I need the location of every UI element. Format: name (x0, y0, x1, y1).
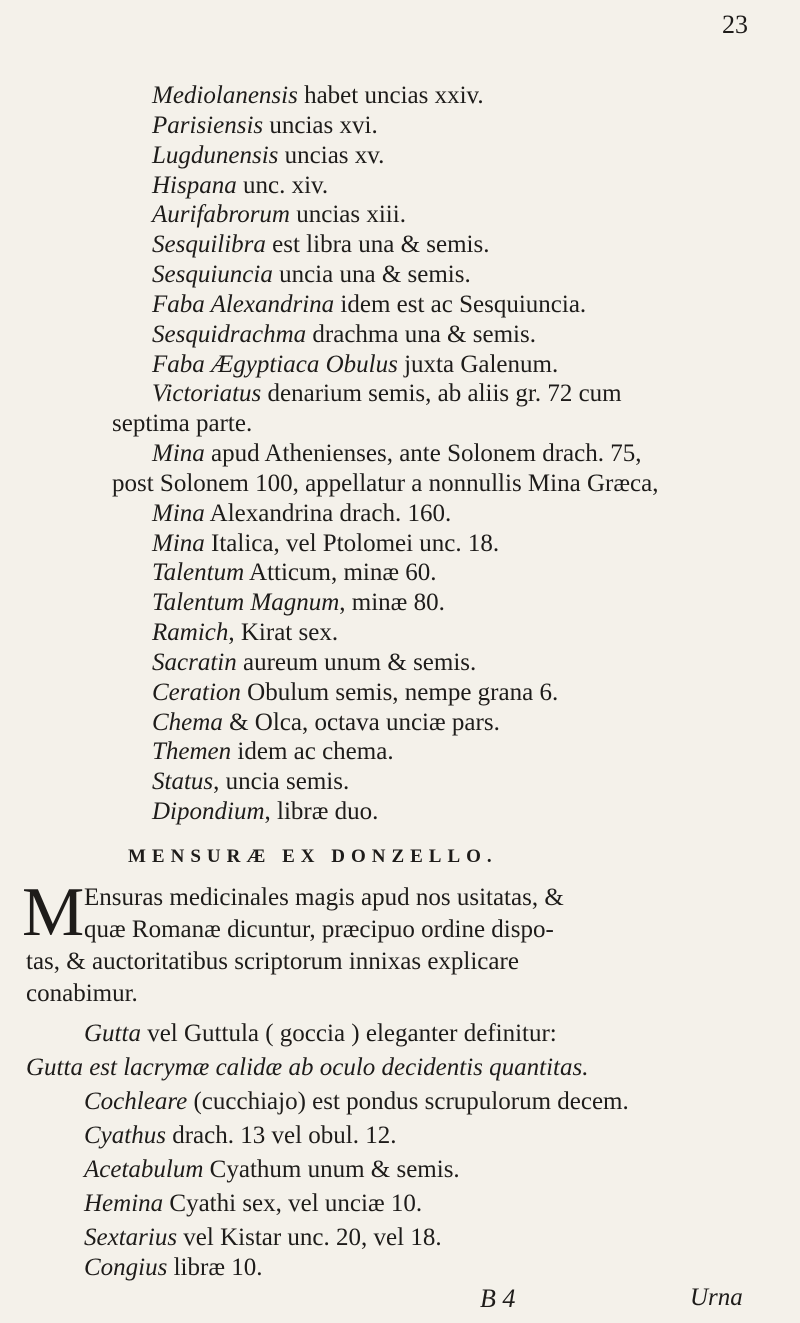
text-line: Cyathus drach. 13 vel obul. 12. (84, 1122, 397, 1149)
text-line: Victoriatus denarium semis, ab aliis gr. 72 cum (152, 380, 622, 407)
text-line: Ramich, Kirat sex. (152, 619, 339, 646)
paragraph-line: quæ Romanæ dicuntur, præcipuo ordine dispo- (84, 916, 554, 943)
text-line: septima parte. (112, 410, 253, 437)
text-line: Sesquidrachma drachma una & semis. (152, 321, 536, 348)
text-line: Hispana unc. xiv. (152, 172, 329, 199)
text-line: Talentum Atticum, minæ 60. (152, 559, 437, 586)
text-line: Parisiensis uncias xvi. (152, 112, 378, 139)
text-line: Aurifabrorum uncias xiii. (152, 201, 406, 228)
text-line: Dipondium, libræ duo. (152, 798, 379, 825)
signature-mark: B 4 (480, 1284, 516, 1313)
text-line: Lugdunensis uncias xv. (152, 142, 385, 169)
text-line: Themen idem ac chema. (152, 738, 394, 765)
text-line: Faba Ægyptiaca Obulus juxta Galenum. (152, 351, 559, 378)
text-line: Mina Alexandrina drach. 160. (152, 500, 452, 527)
page-number: 23 (722, 10, 748, 39)
text-line: Mina apud Athenienses, ante Solonem drach. 75, (152, 440, 642, 467)
paragraph-line: Ensuras medicinales magis apud nos usitatas, & (84, 884, 564, 911)
text-line: Mina Italica, vel Ptolomei unc. 18. (152, 530, 500, 557)
text-line: Cochleare (cucchiajo) est pondus scrupulorum decem. (84, 1088, 629, 1115)
paragraph-line: tas, & auctoritatibus scriptorum innixas explicare (26, 948, 519, 975)
text-line: Chema & Olca, octava unciæ pars. (152, 709, 500, 736)
text-line: Gutta vel Guttula ( goccia ) eleganter definitur: (84, 1020, 557, 1047)
text-line: Hemina Cyathi sex, vel unciæ 10. (84, 1190, 423, 1217)
text-line: Talentum Magnum, minæ 80. (152, 589, 445, 616)
text-line: Faba Alexandrina idem est ac Sesquiuncia. (152, 291, 587, 318)
paragraph-line: conabimur. (26, 980, 138, 1007)
text-line: Status, uncia semis. (152, 768, 350, 795)
text-line: Sesquilibra est libra una & semis. (152, 231, 490, 258)
text-line: Congius libræ 10. (84, 1254, 263, 1281)
text-line: Mediolanensis habet uncias xxiv. (152, 82, 484, 109)
text-line: Gutta est lacrymæ calidæ ab oculo decidentis quantitas. (26, 1054, 589, 1081)
text-line: post Solonem 100, appellatur a nonnullis Mina Græca, (112, 470, 659, 497)
text-line: Sesquiuncia uncia una & semis. (152, 261, 471, 288)
catchword: Urna (690, 1284, 743, 1311)
drop-cap: M (22, 874, 85, 951)
text-line: Acetabulum Cyathum unum & semis. (84, 1156, 460, 1183)
text-line: Sacratin aureum unum & semis. (152, 649, 477, 676)
section-heading: MENSURÆ EX DONZELLO. (128, 846, 498, 867)
text-line: Ceration Obulum semis, nempe grana 6. (152, 679, 559, 706)
text-line: Sextarius vel Kistar unc. 20, vel 18. (84, 1224, 442, 1251)
